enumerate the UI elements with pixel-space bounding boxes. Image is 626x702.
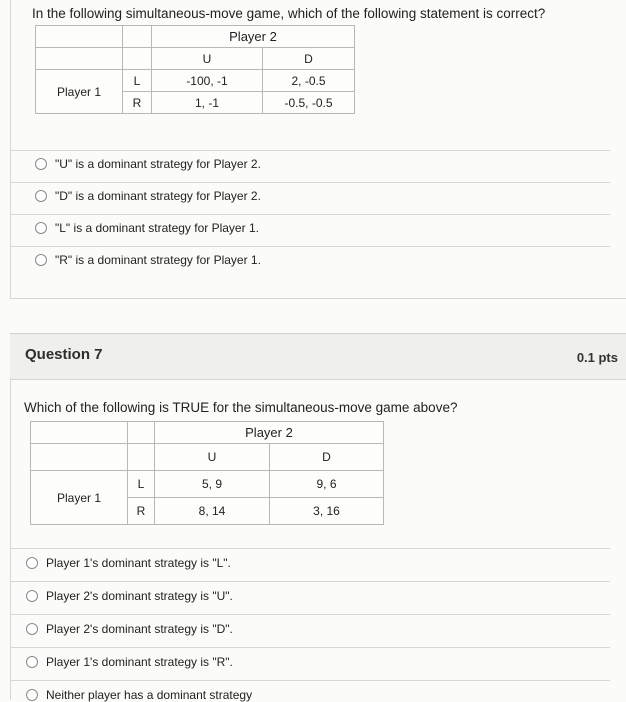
radio-button[interactable] [35, 190, 47, 202]
option-label: "L" is a dominant strategy for Player 1. [55, 221, 259, 235]
q7-col-u: U [155, 444, 270, 471]
q6-row-r: R [123, 92, 152, 114]
q6-cell-ld: 2, -0.5 [263, 70, 355, 92]
q6-left-border [10, 0, 11, 298]
q7-left-border [10, 378, 11, 700]
q7-player1-label: Player 1 [31, 471, 128, 525]
option-label: Player 1's dominant strategy is "L". [46, 556, 231, 570]
option-label: Neither player has a dominant strategy [46, 688, 253, 702]
q6-option-1[interactable] [35, 157, 261, 171]
question-header [10, 333, 626, 380]
q6-player2-label: Player 2 [152, 26, 355, 48]
q6-option-4[interactable] [35, 253, 261, 267]
q6-divider-top [10, 150, 610, 151]
q7-divider-top [10, 548, 610, 549]
option-label: Player 2's dominant strategy is "D". [46, 622, 233, 636]
q6-payoff-table [35, 25, 355, 114]
radio-button[interactable] [35, 222, 47, 234]
q7-prompt: Which of the following is TRUE for the simultaneous-move game above? [24, 400, 458, 415]
q6-col-d: D [263, 48, 355, 70]
question-points: 0.1 pts [576, 350, 618, 365]
option-label: "D" is a dominant strategy for Player 2. [55, 189, 261, 203]
q6-col-u: U [152, 48, 263, 70]
q7-cell-rd: 3, 16 [270, 498, 384, 525]
q6-option-2[interactable] [35, 189, 261, 203]
q7-option-3[interactable] [26, 622, 233, 636]
q6-player1-label: Player 1 [36, 70, 123, 114]
radio-button[interactable] [26, 557, 38, 569]
q6-cell-rd: -0.5, -0.5 [263, 92, 355, 114]
q6-row-l: L [123, 70, 152, 92]
radio-button[interactable] [26, 656, 38, 668]
radio-button[interactable] [35, 254, 47, 266]
q7-row-r: R [128, 498, 155, 525]
q6-option-3[interactable] [35, 221, 259, 235]
q7-option-2[interactable] [26, 589, 233, 603]
q6-cell-ru: 1, -1 [152, 92, 263, 114]
option-label: Player 2's dominant strategy is "U". [46, 589, 233, 603]
option-label: Player 1's dominant strategy is "R". [46, 655, 233, 669]
q7-col-d: D [270, 444, 384, 471]
q6-prompt: In the following simultaneous-move game, which of the following statement is correct? [32, 6, 546, 21]
q7-cell-lu: 5, 9 [155, 471, 270, 498]
q7-option-1[interactable] [26, 556, 231, 570]
q6-cell-lu: -100, -1 [152, 70, 263, 92]
radio-button[interactable] [26, 590, 38, 602]
q6-bottom-border [10, 298, 626, 299]
q7-option-4[interactable] [26, 655, 233, 669]
option-label: "R" is a dominant strategy for Player 1. [55, 253, 261, 267]
radio-button[interactable] [26, 623, 38, 635]
q7-cell-ld: 9, 6 [270, 471, 384, 498]
q7-payoff-table [30, 421, 384, 525]
question-title: Question 7 [25, 346, 103, 363]
radio-button[interactable] [26, 689, 38, 701]
radio-button[interactable] [35, 158, 47, 170]
q7-cell-ru: 8, 14 [155, 498, 270, 525]
q7-player2-label: Player 2 [155, 422, 384, 444]
q7-row-l: L [128, 471, 155, 498]
option-label: "U" is a dominant strategy for Player 2. [55, 157, 261, 171]
